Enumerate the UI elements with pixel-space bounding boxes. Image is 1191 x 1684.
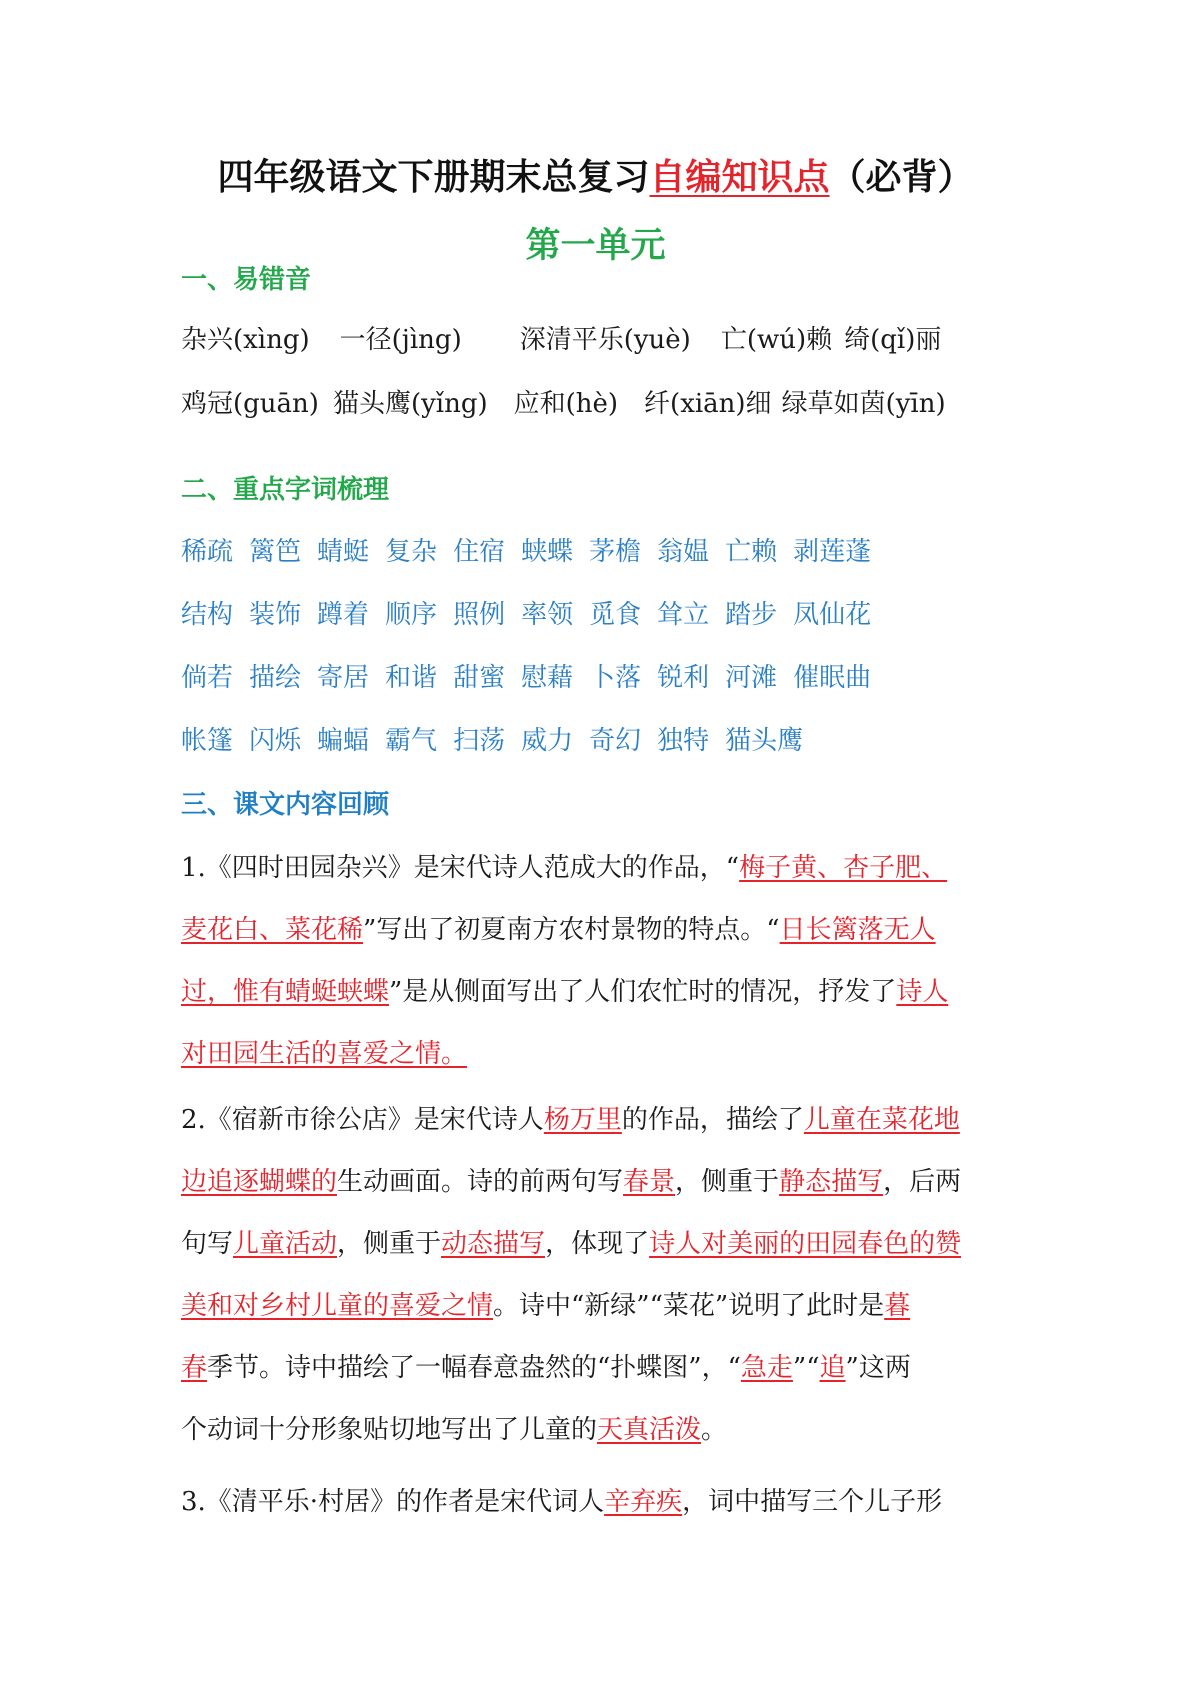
answer-text: 儿童活动	[233, 1229, 338, 1259]
answer-text: 动态描写	[441, 1229, 546, 1259]
pron-item: 应和(hè)	[513, 389, 619, 419]
word-item: 河滩	[725, 663, 778, 693]
para-text: 的作品，描绘了	[621, 1105, 804, 1135]
para-text: ”写出了初夏南方农村景物的特点。“	[363, 915, 780, 945]
answer-text: 春	[181, 1353, 208, 1383]
para-text: 3.《清平乐·村居》的作者是宋代词人	[181, 1487, 605, 1517]
answer-text: 梅子黄、杏子肥、	[739, 853, 948, 883]
para-text: 季节。诗中描绘了一幅春意盎然的“扑蝶图”，“	[207, 1353, 741, 1383]
para-text: ，侧重于	[337, 1229, 442, 1259]
para-line	[181, 1213, 1021, 1275]
answer-text: 静态描写	[779, 1167, 884, 1197]
para-text: ”“	[792, 1353, 820, 1383]
para-text: 。诗中“新绿”“菜花”说明了此时是	[493, 1291, 885, 1321]
answer-text: 麦花白、菜花稀	[181, 915, 364, 945]
answer-text: 日长篱落无人	[779, 915, 936, 945]
word-item: 奇幻	[589, 726, 642, 756]
para-text: ，体现了	[545, 1229, 650, 1259]
para-text: 。	[701, 1415, 728, 1445]
para-line	[181, 1275, 1021, 1337]
para-text: ，后两	[883, 1167, 962, 1197]
word-item: 蛱蝶	[521, 537, 574, 567]
para-text: 生动画面。诗的前两句写	[337, 1167, 624, 1197]
answer-text: 杨万里	[543, 1105, 622, 1135]
answer-text: 急走	[740, 1353, 793, 1383]
word-item: 倘若	[181, 663, 234, 693]
word-item: 复杂	[385, 537, 438, 567]
pron-item: 纤(xiān)细	[644, 389, 772, 419]
word-item: 剥莲蓬	[793, 537, 872, 567]
word-item: 耸立	[657, 600, 710, 630]
para-text: ”是从侧面写出了人们农忙时的情况，抒发了	[389, 977, 897, 1007]
word-item: 亡赖	[725, 537, 778, 567]
para-line	[181, 837, 1021, 899]
para-line	[181, 1337, 1021, 1399]
answer-text: 儿童在菜花地	[803, 1105, 960, 1135]
pron-item: 鸡冠(guān)	[181, 389, 319, 419]
para-text: 1.《四时田园杂兴》是宋代诗人范成大的作品，“	[181, 853, 740, 883]
pron-item: 杂兴(xìng)	[181, 325, 310, 355]
word-item: 独特	[657, 726, 710, 756]
review-paragraph-2	[181, 1089, 1021, 1461]
para-text: 句写	[181, 1229, 234, 1259]
word-item: 照例	[453, 600, 506, 630]
answer-text: 诗人对美丽的田园春色的赞	[649, 1229, 962, 1259]
para-line	[181, 1399, 1021, 1461]
pronunciation-row-1	[181, 320, 959, 360]
review-paragraph-1	[181, 837, 1021, 1085]
title-suffix: （必背）	[829, 157, 974, 198]
answer-text: 春景	[623, 1167, 676, 1197]
pronunciation-row-2	[181, 384, 964, 424]
word-item: 威力	[521, 726, 574, 756]
para-text: ，侧重于	[675, 1167, 780, 1197]
para-line	[181, 899, 1021, 961]
word-item: 慰藉	[521, 663, 574, 693]
answer-text: 对田园生活的喜爱之情。	[181, 1039, 468, 1069]
pron-item: 猫头鹰(yǐng)	[332, 389, 488, 419]
answer-text: 天真活泼	[597, 1415, 702, 1445]
section-heading-words: 二、重点字词梳理	[181, 475, 390, 505]
word-item: 篱笆	[249, 537, 302, 567]
para-line	[181, 1023, 1021, 1085]
para-line	[181, 1471, 1021, 1533]
answer-text: 辛弃疾	[604, 1487, 683, 1517]
word-item: 踏步	[725, 600, 778, 630]
word-item: 翁媪	[657, 537, 710, 567]
word-row-4	[181, 721, 819, 761]
title-prefix: 四年级语文下册期末总复习	[217, 157, 650, 198]
para-text: 个动词十分形象贴切地写出了儿童的	[181, 1415, 598, 1445]
pron-item: 绮(qǐ)丽	[844, 325, 942, 355]
word-item: 描绘	[249, 663, 302, 693]
para-line	[181, 961, 1021, 1023]
word-item: 霸气	[385, 726, 438, 756]
word-item: 猫头鹰	[725, 726, 804, 756]
pron-item: 绿草如茵(yīn)	[781, 389, 946, 419]
para-text: ”这两	[845, 1353, 911, 1383]
word-item: 催眠曲	[793, 663, 872, 693]
para-line	[181, 1089, 1021, 1151]
word-row-2	[181, 595, 887, 635]
word-item: 寄居	[317, 663, 370, 693]
answer-text: 美和对乡村儿童的喜爱之情	[181, 1291, 494, 1321]
word-item: 蹲着	[317, 600, 370, 630]
word-item: 帐篷	[181, 726, 234, 756]
word-item: 茅檐	[589, 537, 642, 567]
review-paragraph-3	[181, 1471, 1021, 1533]
pron-item: 深清平乐(yuè)	[519, 325, 691, 355]
answer-text: 暮	[884, 1291, 911, 1321]
word-item: 住宿	[453, 537, 506, 567]
para-text: 2.《宿新市徐公店》是宋代诗人	[181, 1105, 544, 1135]
section-heading-pronunciation: 一、易错音	[181, 265, 312, 295]
para-line	[181, 1151, 1021, 1213]
word-item: 觅食	[589, 600, 642, 630]
word-item: 蜻蜓	[317, 537, 370, 567]
section-heading-review: 三、课文内容回顾	[181, 790, 390, 820]
answer-text: 边追逐蝴蝶的	[181, 1167, 338, 1197]
word-item: 稀疏	[181, 537, 234, 567]
answer-text: 诗人	[896, 977, 949, 1007]
word-item: 闪烁	[249, 726, 302, 756]
word-item: 卜落	[589, 663, 642, 693]
answer-text: 追	[819, 1353, 846, 1383]
word-item: 结构	[181, 600, 234, 630]
word-item: 蝙蝠	[317, 726, 370, 756]
answer-text: 过，惟有蜻蜓蛱蝶	[181, 977, 390, 1007]
word-item: 顺序	[385, 600, 438, 630]
pron-item: 一径(jìng)	[339, 325, 462, 355]
word-item: 凤仙花	[793, 600, 872, 630]
document-title	[0, 150, 1191, 206]
unit-heading: 第一单元	[525, 226, 666, 266]
word-item: 锐利	[657, 663, 710, 693]
word-item: 甜蜜	[453, 663, 506, 693]
word-item: 率领	[521, 600, 574, 630]
word-row-3	[181, 658, 887, 698]
word-item: 装饰	[249, 600, 302, 630]
pron-item: 亡(wú)赖	[720, 325, 833, 355]
word-item: 扫荡	[453, 726, 506, 756]
word-item: 和谐	[385, 663, 438, 693]
word-row-1	[181, 532, 887, 572]
para-text: ，词中描写三个儿子形	[682, 1487, 943, 1517]
title-highlight: 自编知识点	[649, 157, 830, 198]
